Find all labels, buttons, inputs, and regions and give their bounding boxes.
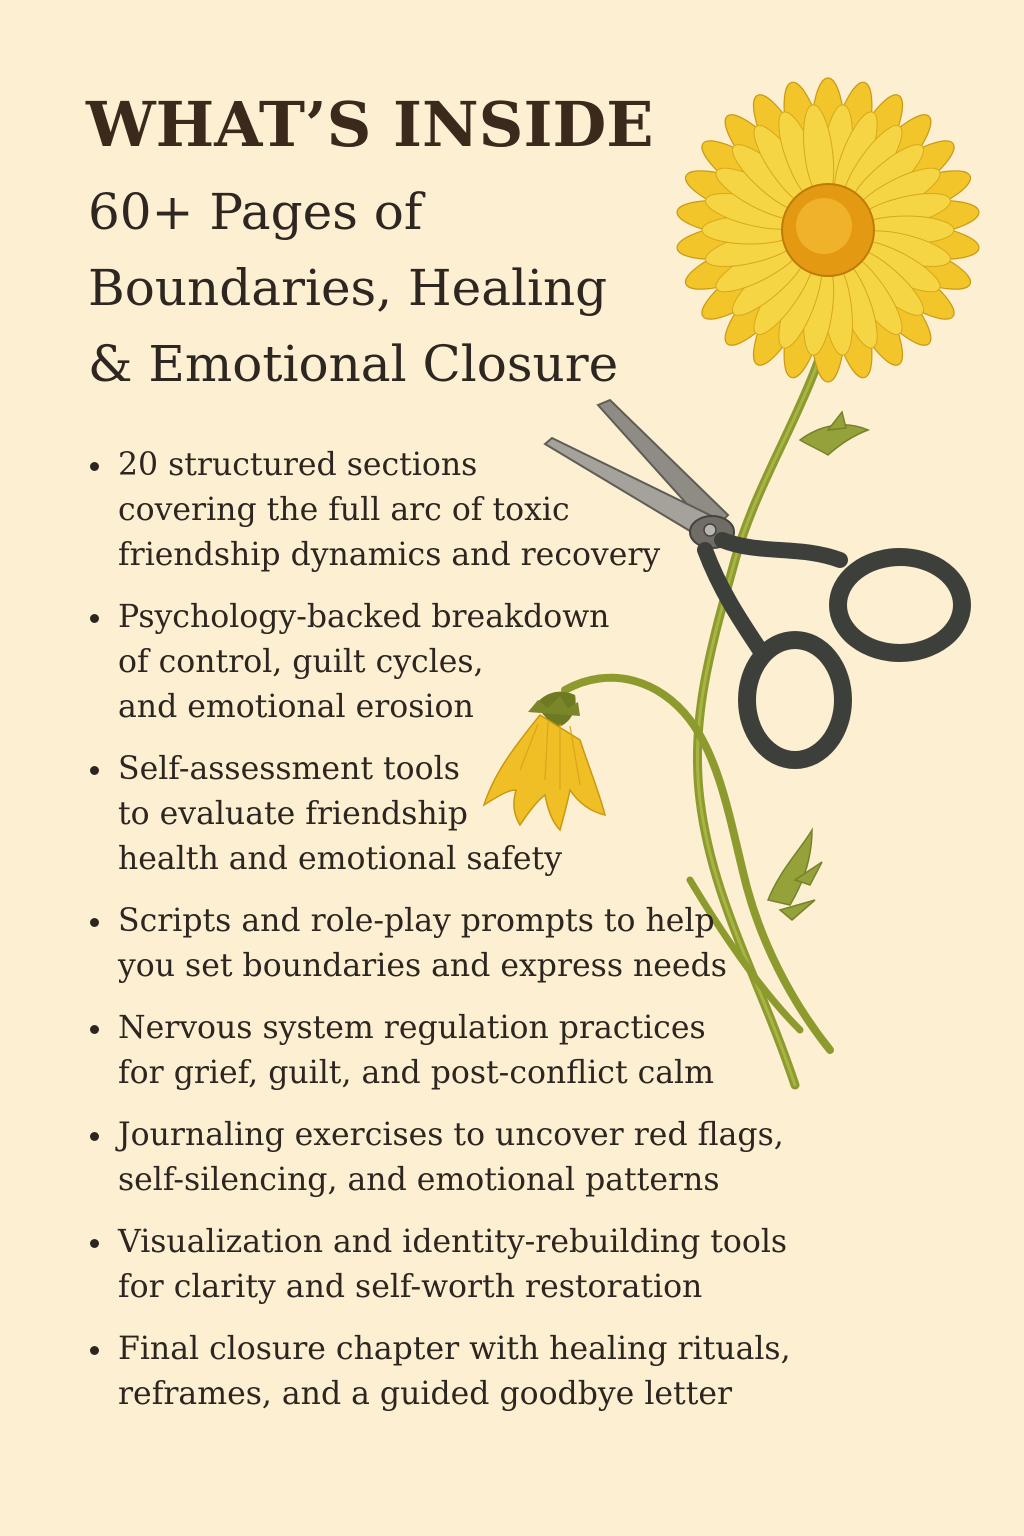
bullet-icon xyxy=(90,1025,99,1034)
list-item-line: Visualization and identity-rebuilding tools xyxy=(118,1224,788,1260)
subtitle-line: Boundaries, Healing xyxy=(88,259,608,317)
bullet-icon xyxy=(90,918,99,927)
daisy-icon xyxy=(675,78,981,382)
bullet-icon xyxy=(90,766,99,775)
list-item xyxy=(90,1113,791,1203)
list-item-line: Final closure chapter with healing rituals, xyxy=(118,1331,791,1367)
list-item xyxy=(90,747,791,882)
list-item xyxy=(90,443,791,578)
list-item-line: Journaling exercises to uncover red flags, xyxy=(118,1117,784,1153)
bullet-icon xyxy=(90,614,99,623)
list-item-line: Psychology-backed breakdown xyxy=(118,599,610,635)
list-item-line: for clarity and self-worth restoration xyxy=(118,1269,703,1305)
list-item-line: friendship dynamics and recovery xyxy=(118,537,661,573)
list-item xyxy=(90,595,791,730)
page-title: WHAT’S INSIDE xyxy=(86,88,654,161)
list-item-line: covering the full arc of toxic xyxy=(118,492,570,528)
list-item xyxy=(90,1327,791,1417)
bullet-icon xyxy=(90,462,99,471)
list-item-line: Nervous system regulation practices xyxy=(118,1010,706,1046)
bullet-icon xyxy=(90,1132,99,1141)
bullet-icon xyxy=(90,1239,99,1248)
subtitle-line: 60+ Pages of xyxy=(88,183,423,241)
list-item xyxy=(90,1006,791,1096)
list-item-line: self-silencing, and emotional patterns xyxy=(118,1162,720,1198)
list-item-line: health and emotional safety xyxy=(118,841,563,877)
list-item-line: Self-assessment tools xyxy=(118,751,460,787)
list-item-line: and emotional erosion xyxy=(118,689,474,725)
subtitle-line: & Emotional Closure xyxy=(88,335,619,393)
list-item-line: reframes, and a guided goodbye letter xyxy=(118,1376,733,1412)
list-item xyxy=(90,1220,791,1310)
list-item xyxy=(90,899,791,989)
list-item-line: of control, guilt cycles, xyxy=(118,644,484,680)
list-item-line: you set boundaries and express needs xyxy=(118,948,727,984)
daisy-center-highlight xyxy=(796,198,852,254)
list-item-line: for grief, guilt, and post-conflict calm xyxy=(118,1055,714,1091)
bullet-icon xyxy=(90,1346,99,1355)
list-item-line: Scripts and role-play prompts to help xyxy=(118,903,715,939)
page-subtitle xyxy=(88,174,618,402)
list-item-line: 20 structured sections xyxy=(118,447,478,483)
list-item-line: to evaluate friendship xyxy=(118,796,468,832)
contents-list xyxy=(90,443,791,1434)
